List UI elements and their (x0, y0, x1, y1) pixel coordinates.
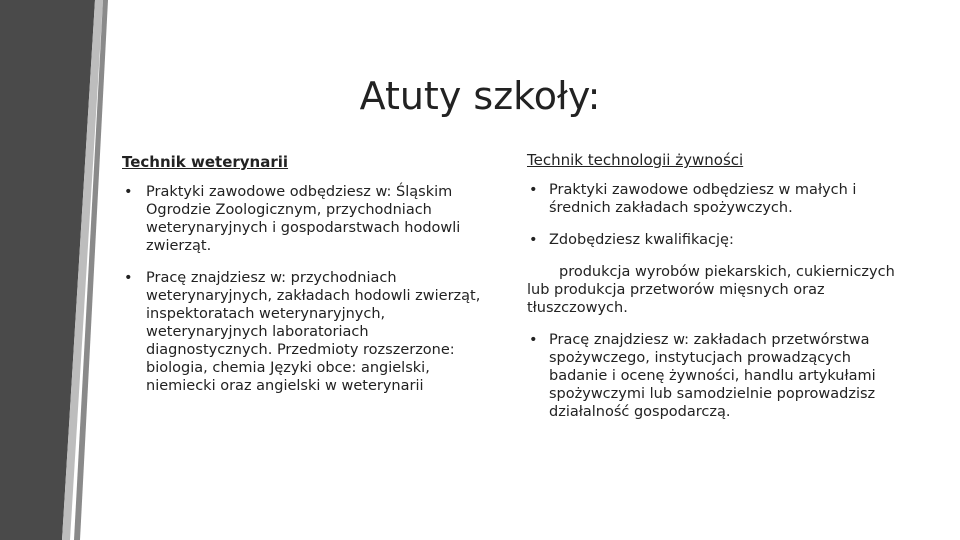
left-column (122, 153, 492, 409)
bullet-icon: • (124, 184, 133, 200)
left-bullet-2 (122, 269, 492, 395)
right-bullet-3 (527, 331, 902, 421)
decorative-stripes (0, 0, 140, 540)
left-bullet-1-text: Praktyki zawodowe odbędziesz w: Śląskim Ogrodzie Zoologicznym, przychodniach weterynaryjnych i gospodarstwach hodowli zwierząt. (146, 184, 461, 254)
right-column (527, 151, 902, 435)
qualification-text: produkcja wyrobów piekarskich, cukierniczych lub produkcja przetworów mięsnych oraz tłuszczowych. (527, 264, 895, 316)
bullet-icon: • (529, 182, 538, 198)
bullet-icon: • (124, 270, 133, 286)
bullet-icon: • (529, 232, 538, 248)
right-bullet-1 (527, 181, 902, 217)
right-bullet-2-text: Zdobędziesz kwalifikację: (549, 232, 734, 248)
left-heading: Technik weterynarii (122, 153, 289, 171)
right-bullet-1-text: Praktyki zawodowe odbędziesz w małych i średnich zakładach spożywczych. (549, 182, 857, 216)
bullet-icon: • (529, 332, 538, 348)
right-bullet-2 (527, 231, 902, 249)
slide-title: Atuty szkoły: (359, 74, 601, 118)
right-bullet-3-text: Pracę znajdziesz w: zakładach przetwórstwa spożywczego, instytucjach prowadzących badanie i ocenę żywności, handlu artykułami spożywczymi lub samodzielnie poprowadzisz działalność gospodarczą. (549, 332, 876, 420)
left-bullet-2-text: Pracę znajdziesz w: przychodniach weterynaryjnych, zakładach hodowli zwierząt, inspektoratach weterynaryjnych, weterynaryjnych laboratoriach diagnostycznych. Przedmioty rozszerzone: biologia, chemia Języki obce: angielski, niemiecki oraz angielski w weterynarii (146, 270, 481, 394)
left-bullet-1 (122, 183, 492, 255)
right-heading: Technik technologii żywności (527, 151, 744, 169)
